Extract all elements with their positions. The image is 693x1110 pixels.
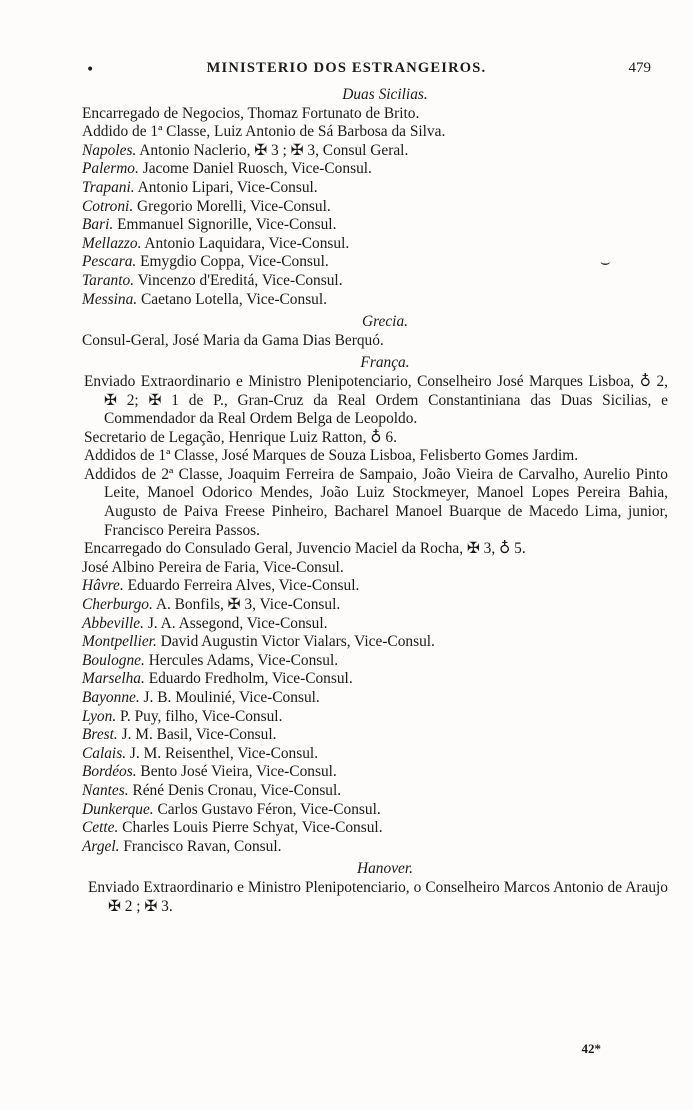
entry-text: Charles Louis Pierre Schyat, Vice-Consul.	[118, 819, 383, 837]
section-heading: Duas Sicilias.	[342, 86, 428, 103]
entry-text: J. B. Moulinié, Vice-Consul.	[139, 689, 320, 706]
entry-line	[82, 745, 668, 764]
entry-line	[82, 838, 668, 857]
entry-text: Gregorio Morelli, Vice-Consul.	[133, 197, 331, 215]
place-name: Marselha.	[82, 670, 145, 688]
entry-line	[82, 801, 668, 820]
running-head	[0, 58, 693, 82]
entry-text: David Augustin Victor Vialars, Vice-Consul.	[156, 633, 435, 651]
stray-mark: ⌣	[600, 252, 611, 271]
signature-mark: 42*	[581, 1041, 601, 1056]
section-heading: França.	[360, 354, 410, 372]
entry-line	[82, 235, 668, 254]
entry-text: P. Puy, filho, Vice-Consul.	[116, 707, 283, 725]
entry-line	[82, 689, 668, 708]
entry-line	[82, 253, 668, 272]
place-name: Calais.	[82, 744, 127, 762]
entry-text: Hercules Adams, Vice-Consul.	[144, 651, 339, 669]
place-name: Montpellier.	[82, 633, 157, 651]
entry-text: Antonio Naclerio, ✠ 3 ; ✠ 3, Consul Geral.	[136, 141, 409, 159]
place-name: Messina.	[82, 290, 138, 308]
entry-line	[82, 198, 668, 217]
entry-text: Carlos Gustavo Féron, Vice-Consul.	[153, 800, 381, 818]
entry-line	[82, 142, 668, 161]
place-name: Pescara.	[82, 253, 137, 271]
entry-text: Antonio Lipari, Vice-Consul.	[134, 178, 318, 196]
entry-line	[82, 559, 668, 578]
entry-text: Encarregado de Negocios, Thomaz Fortunato de Brito.	[82, 104, 420, 122]
place-name: Bayonne.	[82, 689, 140, 706]
place-name: Dunkerque.	[82, 800, 154, 818]
entry-text: J. M. Basil, Vice-Consul.	[117, 726, 277, 744]
entry-line	[82, 670, 668, 689]
entry-line	[82, 879, 668, 916]
place-name: Cette.	[82, 819, 119, 837]
place-name: Brest.	[82, 726, 118, 744]
entry-text: José Albino Pereira de Faria, Vice-Consul.	[82, 558, 344, 576]
page-number: 479	[628, 60, 651, 76]
entry-line	[82, 373, 668, 429]
place-name: Nantes.	[82, 781, 129, 799]
entry-text: Francisco Ravan, Consul.	[119, 837, 282, 855]
place-name: Boulogne.	[82, 651, 145, 669]
entry-text: Eduardo Ferreira Alves, Vice-Consul.	[123, 577, 360, 595]
entry-text: Consul-Geral, José Maria da Gama Dias Berquó.	[82, 331, 384, 349]
entry-line	[82, 123, 668, 142]
entry-line	[82, 447, 668, 466]
entry-text: Eduardo Fredholm, Vice-Consul.	[144, 670, 353, 688]
entry-text: Enviado Extraordinario e Ministro Plenipotenciario, o Conselheiro Marcos Antonio de Araujo ✠ 2 ; ✠ 3.	[88, 878, 668, 915]
place-name: Lyon.	[82, 707, 117, 725]
entry-text: Addido de 1ª Classe, Luiz Antonio de Sá Barbosa da Silva.	[82, 123, 446, 141]
entry-line	[82, 782, 668, 801]
entry-text: Jacome Daniel Ruosch, Vice-Consul.	[138, 160, 372, 178]
place-name: Taranto.	[82, 271, 135, 289]
entry-text: Addidos de 1ª Classe, José Marques de Souza Lisboa, Felisberto Gomes Jardim.	[84, 447, 579, 465]
entry-line	[82, 332, 668, 351]
entry-text: J. M. Reisenthel, Vice-Consul.	[126, 744, 319, 762]
place-name: Trapani.	[82, 178, 135, 196]
entry-line	[82, 819, 668, 838]
entry-line	[82, 272, 668, 291]
entry-text: Réné Denis Cronau, Vice-Consul.	[128, 781, 342, 799]
header-bullet: •	[86, 62, 95, 78]
entry-line	[82, 429, 668, 448]
entry-line	[82, 596, 668, 615]
place-name: Bari.	[82, 216, 114, 234]
place-name: Abbeville.	[82, 614, 144, 632]
section-heading: Hanover.	[357, 860, 413, 878]
body-text	[82, 86, 668, 916]
running-title: MINISTERIO DOS ESTRANGEIROS.	[206, 60, 487, 76]
place-name: Cotroni.	[82, 197, 134, 215]
entry-line	[82, 726, 668, 745]
entry-text: J. A. Assegond, Vice-Consul.	[143, 614, 328, 632]
entry-text: Addidos de 2ª Classe, Joaquim Ferreira de Sampaio, João Vieira de Carvalho, Aurelio Pinto Leite, Manoel Odorico Mendes, João Luiz Stockmeyer, Manoel Lopes Pereira Bahia, Augusto de Paiva Freese Pinheiro, Bacharel Manoel Buarque de Macedo Lima, junior, Francisco Pereira Passos.	[84, 465, 668, 539]
entry-text: A. Bonfils, ✠ 3, Vice-Consul.	[152, 596, 341, 614]
entry-text: Emygdio Coppa, Vice-Consul.	[136, 253, 329, 271]
entry-line	[82, 160, 668, 179]
entry-text: Enviado Extraordinario e Ministro Plenipotenciario, Conselheiro José Marques Lisboa, ♁ 2, ✠ 2; ✠ 1 de P., Gran-Cruz da Real Ordem Constantiniana das Duas Sicilias, e Commendador da Real Ordem Belga de Leopoldo.	[84, 372, 668, 428]
entry-line	[82, 105, 668, 124]
place-name: Cherburgo.	[82, 596, 153, 614]
place-name: Argel.	[82, 837, 120, 855]
entry-line	[82, 216, 668, 235]
entry-text: Encarregado do Consulado Geral, Juvencio Maciel da Rocha, ✠ 3, ♁ 5.	[84, 540, 526, 558]
entry-line	[82, 633, 668, 652]
place-name: Palermo.	[82, 160, 139, 178]
section-heading: Grecia.	[361, 313, 408, 331]
entry-line	[82, 763, 668, 782]
place-name: Mellazzo.	[82, 234, 142, 252]
entry-text: Caetano Lotella, Vice-Consul.	[137, 290, 327, 308]
entry-line	[82, 540, 668, 559]
entry-line	[82, 615, 668, 634]
entry-text: Secretario de Legação, Henrique Luiz Ratton, ♁ 6.	[84, 428, 397, 446]
entry-line	[82, 708, 668, 727]
entry-line	[82, 577, 668, 596]
entry-text: Antonio Laquidara, Vice-Consul.	[141, 234, 350, 252]
entry-line	[82, 179, 668, 198]
entry-text: Bento José Vieira, Vice-Consul.	[136, 763, 337, 781]
entry-text: Vincenzo d'Ereditá, Vice-Consul.	[134, 271, 343, 289]
place-name: Hâvre.	[82, 577, 124, 595]
place-name: Bordéos.	[82, 763, 137, 781]
entry-line	[82, 291, 668, 310]
place-name: Napoles.	[82, 141, 137, 159]
entry-text: Emmanuel Signorille, Vice-Consul.	[113, 216, 337, 234]
entry-line	[82, 652, 668, 671]
entry-line	[82, 466, 668, 540]
